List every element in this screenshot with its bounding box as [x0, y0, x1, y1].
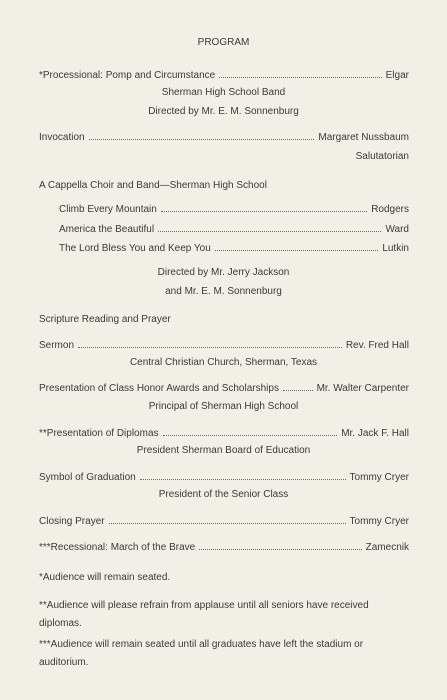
processional-label: *Processional: Pomp and Circumstance — [39, 70, 216, 81]
processional-row — [39, 69, 409, 82]
song-composer: Rodgers — [371, 204, 409, 215]
footnote: *Audience will remain seated. — [39, 572, 171, 583]
invocation-row — [39, 131, 409, 144]
leader-dots — [199, 541, 361, 550]
invocation-person: Margaret Nussbaum — [318, 132, 409, 143]
leader-dots — [158, 223, 381, 232]
symbol-role: President of the Senior Class — [158, 489, 289, 500]
symbol-label: Symbol of Graduation — [39, 472, 136, 483]
band-director: Directed by Mr. E. M. Sonnenburg — [148, 106, 299, 117]
recessional-composer: Zamecnik — [365, 542, 409, 553]
invocation-label: Invocation — [39, 132, 85, 143]
closing-row — [39, 515, 409, 528]
song-title: America the Beautiful — [59, 224, 155, 235]
diplomas-label: **Presentation of Diplomas — [39, 428, 159, 439]
sermon-church: Central Christian Church, Sherman, Texas — [129, 357, 318, 368]
song-row — [59, 242, 409, 255]
invocation-role: Salutatorian — [355, 151, 409, 162]
honors-label: Presentation of Class Honor Awards and Scholarships — [39, 383, 279, 394]
song-row — [59, 203, 409, 216]
symbol-person: Tommy Cryer — [349, 472, 409, 483]
honors-role: Principal of Sherman High School — [148, 401, 299, 412]
leader-dots — [215, 242, 379, 251]
leader-dots — [163, 427, 338, 436]
song-title: The Lord Bless You and Keep You — [59, 243, 211, 254]
recessional-row — [39, 541, 409, 554]
leader-dots — [78, 339, 342, 348]
symbol-row — [39, 471, 409, 484]
diplomas-person: Mr. Jack F. Hall — [341, 428, 409, 439]
processional-composer: Elgar — [385, 70, 409, 81]
leader-dots — [109, 515, 346, 524]
scripture-reading: Scripture Reading and Prayer — [39, 314, 171, 325]
diplomas-role: President Sherman Board of Education — [136, 445, 311, 456]
band-name: Sherman High School Band — [161, 87, 286, 98]
song-composer: Ward — [385, 224, 409, 235]
program-title: PROGRAM — [197, 37, 250, 48]
closing-label: Closing Prayer — [39, 516, 105, 527]
honors-person: Mr. Walter Carpenter — [316, 383, 409, 394]
footnote: ***Audience will remain seated until all graduates have left the stadium or auditorium. — [39, 639, 364, 668]
leader-dots — [219, 69, 381, 78]
song-title: Climb Every Mountain — [59, 204, 157, 215]
sermon-person: Rev. Fred Hall — [345, 340, 409, 351]
closing-person: Tommy Cryer — [349, 516, 409, 527]
leader-dots — [140, 471, 346, 480]
song-composer: Lutkin — [382, 243, 409, 254]
recessional-label: ***Recessional: March of the Brave — [39, 542, 196, 553]
leader-dots — [283, 382, 313, 391]
diplomas-row — [39, 427, 409, 440]
leader-dots — [89, 131, 315, 140]
choir-director-2: and Mr. E. M. Sonnenburg — [165, 286, 282, 297]
sermon-label: Sermon — [39, 340, 75, 351]
leader-dots — [161, 203, 367, 212]
honors-row — [39, 382, 409, 395]
footnote: **Audience will please refrain from applause until all seniors have received diplomas. — [39, 600, 369, 629]
sermon-row — [39, 339, 409, 352]
song-row — [59, 223, 409, 236]
choir-heading: A Cappella Choir and Band—Sherman High School — [39, 180, 267, 191]
choir-director-1: Directed by Mr. Jerry Jackson — [157, 267, 290, 278]
